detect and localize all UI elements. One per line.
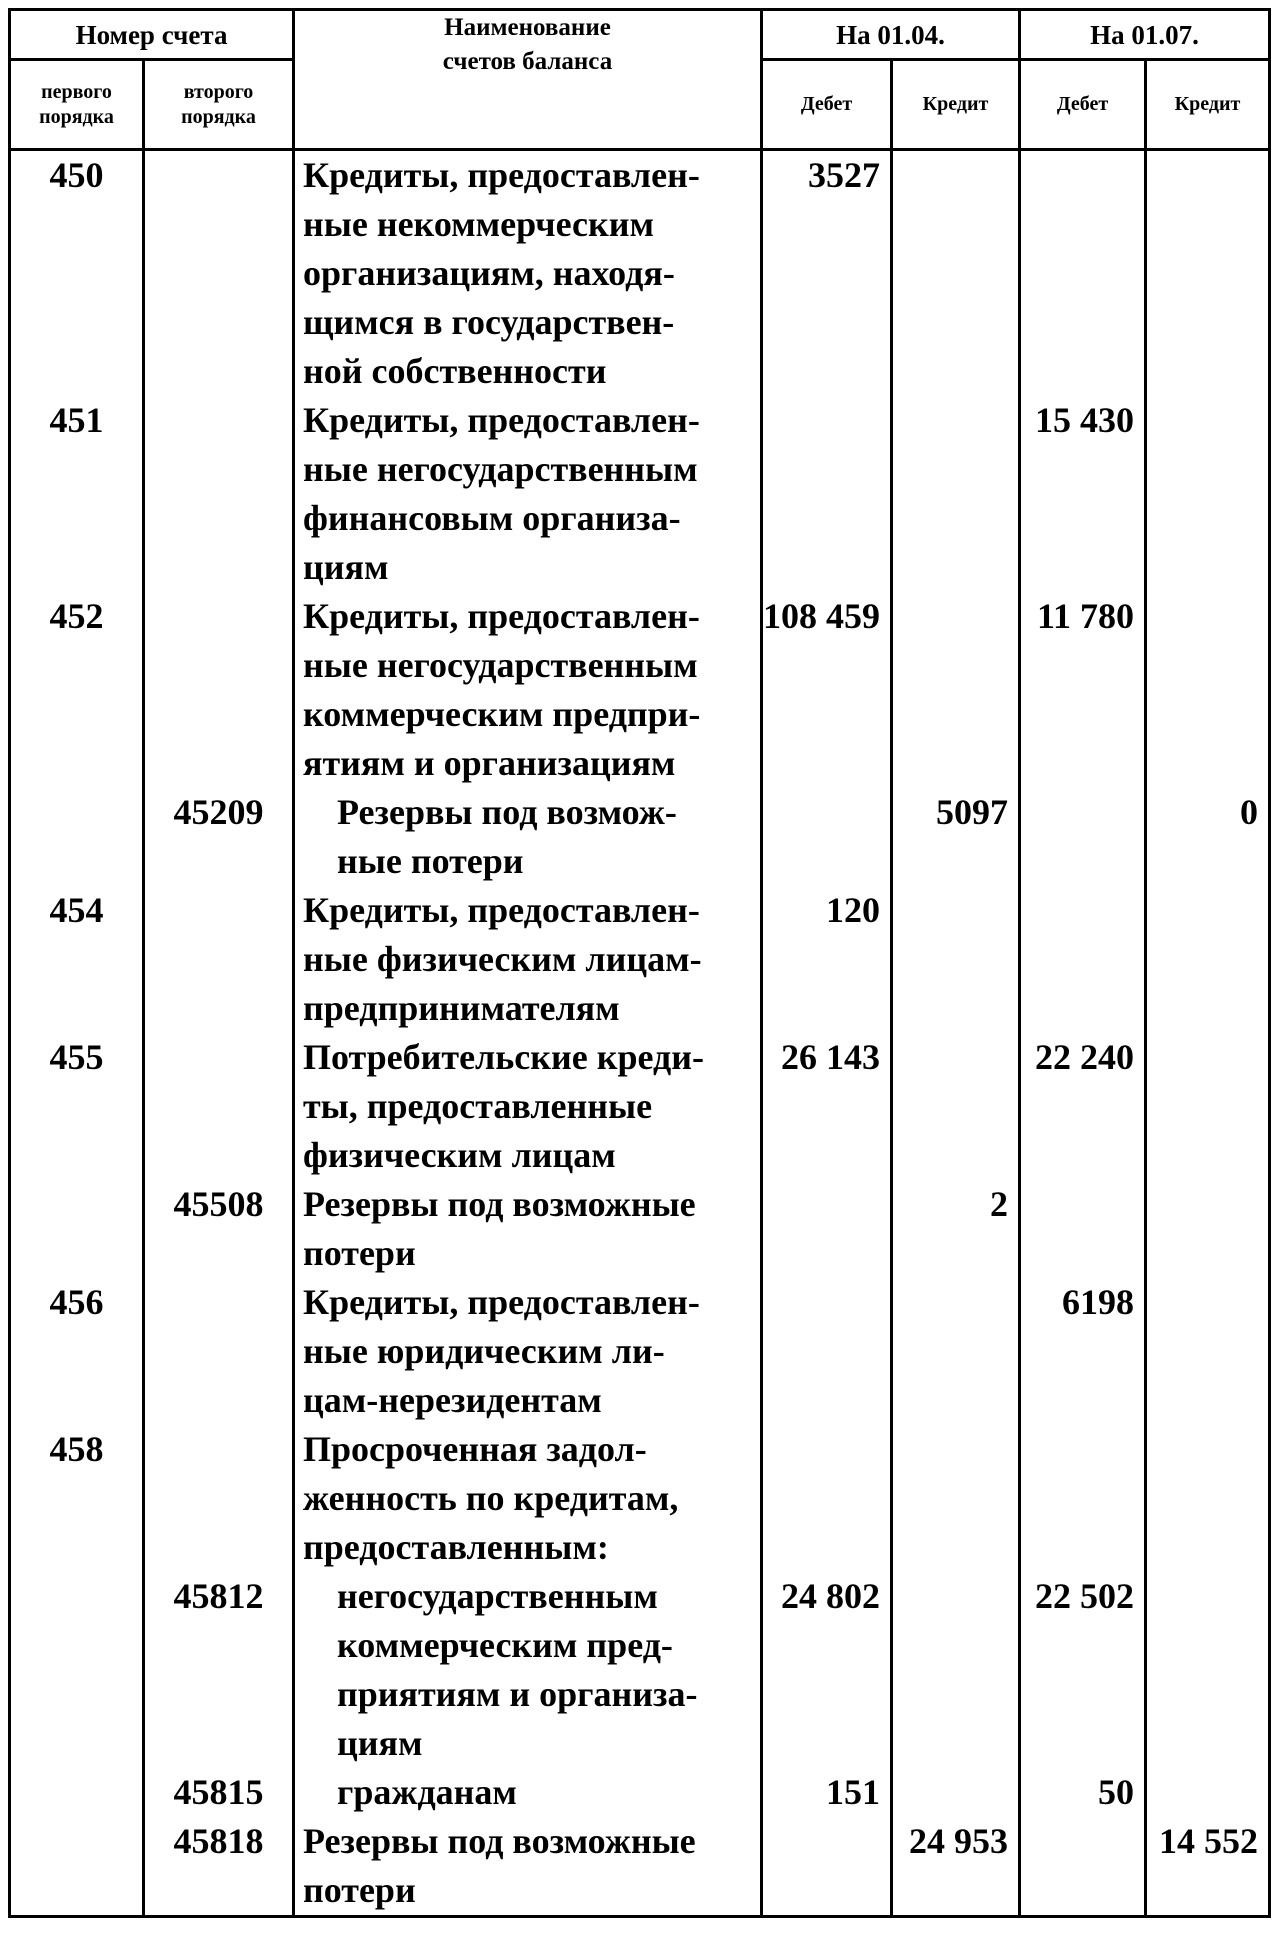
debit-0104: 24 802: [762, 1572, 892, 1768]
credit-0107: [1146, 1278, 1270, 1425]
debit-0107: 22 502: [1020, 1572, 1146, 1768]
second-order-account: [144, 886, 294, 1033]
second-order-account: 45209: [144, 788, 294, 886]
date1-header: На 01.04.: [762, 10, 1020, 60]
debit-0107: 6198: [1020, 1278, 1146, 1425]
second-order-account: [144, 396, 294, 592]
credit-0104: [892, 150, 1020, 397]
first-order-account: [10, 1768, 144, 1817]
first-order-account: 455: [10, 1033, 144, 1180]
first-order-account: [10, 1572, 144, 1768]
debit-0104: 3527: [762, 150, 892, 397]
first-order-account: [10, 1817, 144, 1917]
credit-0107: [1146, 886, 1270, 1033]
credit-0107: [1146, 592, 1270, 788]
credit-0107: [1146, 396, 1270, 592]
debit-0107: 15 430: [1020, 396, 1146, 592]
debit-0104: 26 143: [762, 1033, 892, 1180]
table-row: [10, 150, 1270, 397]
credit-0107: [1146, 1768, 1270, 1817]
date2-header: На 01.07.: [1020, 10, 1270, 60]
account-number-header: Номер счета: [10, 10, 294, 60]
credit-0104: 24 953: [892, 1817, 1020, 1917]
credit-header-1: Кредит: [892, 60, 1020, 150]
table-row: [10, 1278, 1270, 1425]
credit-0104: [892, 1033, 1020, 1180]
second-order-header: второго порядка: [144, 60, 294, 150]
account-name: Кредиты, предоставлен- ные физическим лицам- предпринимателям: [294, 886, 762, 1033]
account-name: Просроченная задол- женность по кредитам, предоставленным:: [294, 1425, 762, 1572]
account-name: Кредиты, предоставлен- ные негосударственным финансовым организа- циям: [294, 396, 762, 592]
second-order-account: [144, 1425, 294, 1572]
debit-0107: 22 240: [1020, 1033, 1146, 1180]
table-row: [10, 1768, 1270, 1817]
credit-0107: 0: [1146, 788, 1270, 886]
debit-0107: 50: [1020, 1768, 1146, 1817]
debit-0104: [762, 1180, 892, 1278]
table-row: [10, 1425, 1270, 1572]
credit-0107: [1146, 1425, 1270, 1572]
credit-0104: [892, 592, 1020, 788]
debit-header-2: Дебет: [1020, 60, 1146, 150]
credit-0104: [892, 886, 1020, 1033]
table-row: [10, 592, 1270, 788]
debit-0107: [1020, 1425, 1146, 1572]
credit-0104: [892, 396, 1020, 592]
account-name: Резервы под возможные потери: [294, 1817, 762, 1917]
debit-0104: [762, 1817, 892, 1917]
debit-0107: [1020, 1817, 1146, 1917]
account-name: Кредиты, предоставлен- ные негосударственным коммерческим предпри- ятиям и организациям: [294, 592, 762, 788]
credit-0107: [1146, 1572, 1270, 1768]
second-order-account: 45508: [144, 1180, 294, 1278]
table-row: [10, 1817, 1270, 1917]
credit-0107: [1146, 1180, 1270, 1278]
credit-0104: [892, 1278, 1020, 1425]
balance-table: [8, 8, 1271, 1918]
account-name: Потребительские креди- ты, предоставленные физическим лицам: [294, 1033, 762, 1180]
first-order-account: 452: [10, 592, 144, 788]
second-order-account: [144, 592, 294, 788]
credit-header-2: Кредит: [1146, 60, 1270, 150]
account-name-header: Наименование счетов баланса: [294, 10, 762, 150]
debit-0104: 151: [762, 1768, 892, 1817]
first-order-account: 450: [10, 150, 144, 397]
second-order-account: [144, 150, 294, 397]
credit-0107: [1146, 150, 1270, 397]
account-name: Резервы под возмож- ные потери: [294, 788, 762, 886]
debit-0107: [1020, 1180, 1146, 1278]
table-row: [10, 788, 1270, 886]
debit-0104: [762, 1425, 892, 1572]
table-row: [10, 1033, 1270, 1180]
account-name: гражданам: [294, 1768, 762, 1817]
debit-0104: [762, 396, 892, 592]
credit-0104: [892, 1425, 1020, 1572]
credit-0107: 14 552: [1146, 1817, 1270, 1917]
table-row: [10, 1180, 1270, 1278]
table-row: [10, 1572, 1270, 1768]
first-order-account: 451: [10, 396, 144, 592]
first-order-account: 454: [10, 886, 144, 1033]
first-order-account: 458: [10, 1425, 144, 1572]
debit-0104: 108 459: [762, 592, 892, 788]
debit-0107: [1020, 150, 1146, 397]
table-body: [10, 150, 1270, 1917]
account-name: Резервы под возможные потери: [294, 1180, 762, 1278]
first-order-account: 456: [10, 1278, 144, 1425]
debit-0107: [1020, 886, 1146, 1033]
credit-0104: 5097: [892, 788, 1020, 886]
debit-0104: 120: [762, 886, 892, 1033]
debit-0107: [1020, 788, 1146, 886]
credit-0107: [1146, 1033, 1270, 1180]
second-order-account: 45815: [144, 1768, 294, 1817]
table-row: [10, 396, 1270, 592]
debit-0104: [762, 788, 892, 886]
first-order-header: первого порядка: [10, 60, 144, 150]
account-name: Кредиты, предоставлен- ные юридическим ли- цам-нерезидентам: [294, 1278, 762, 1425]
second-order-account: [144, 1033, 294, 1180]
second-order-account: 45812: [144, 1572, 294, 1768]
table-row: [10, 886, 1270, 1033]
debit-0107: 11 780: [1020, 592, 1146, 788]
account-name: Кредиты, предоставлен- ные некоммерческим организациям, находя- щимся в государствен- ной собственности: [294, 150, 762, 397]
second-order-account: [144, 1278, 294, 1425]
table-header: [10, 10, 1270, 150]
credit-0104: [892, 1768, 1020, 1817]
debit-0104: [762, 1278, 892, 1425]
credit-0104: [892, 1572, 1020, 1768]
second-order-account: 45818: [144, 1817, 294, 1917]
account-name: негосударственным коммерческим пред- приятиям и организа- циям: [294, 1572, 762, 1768]
first-order-account: [10, 1180, 144, 1278]
first-order-account: [10, 788, 144, 886]
credit-0104: 2: [892, 1180, 1020, 1278]
debit-header-1: Дебет: [762, 60, 892, 150]
